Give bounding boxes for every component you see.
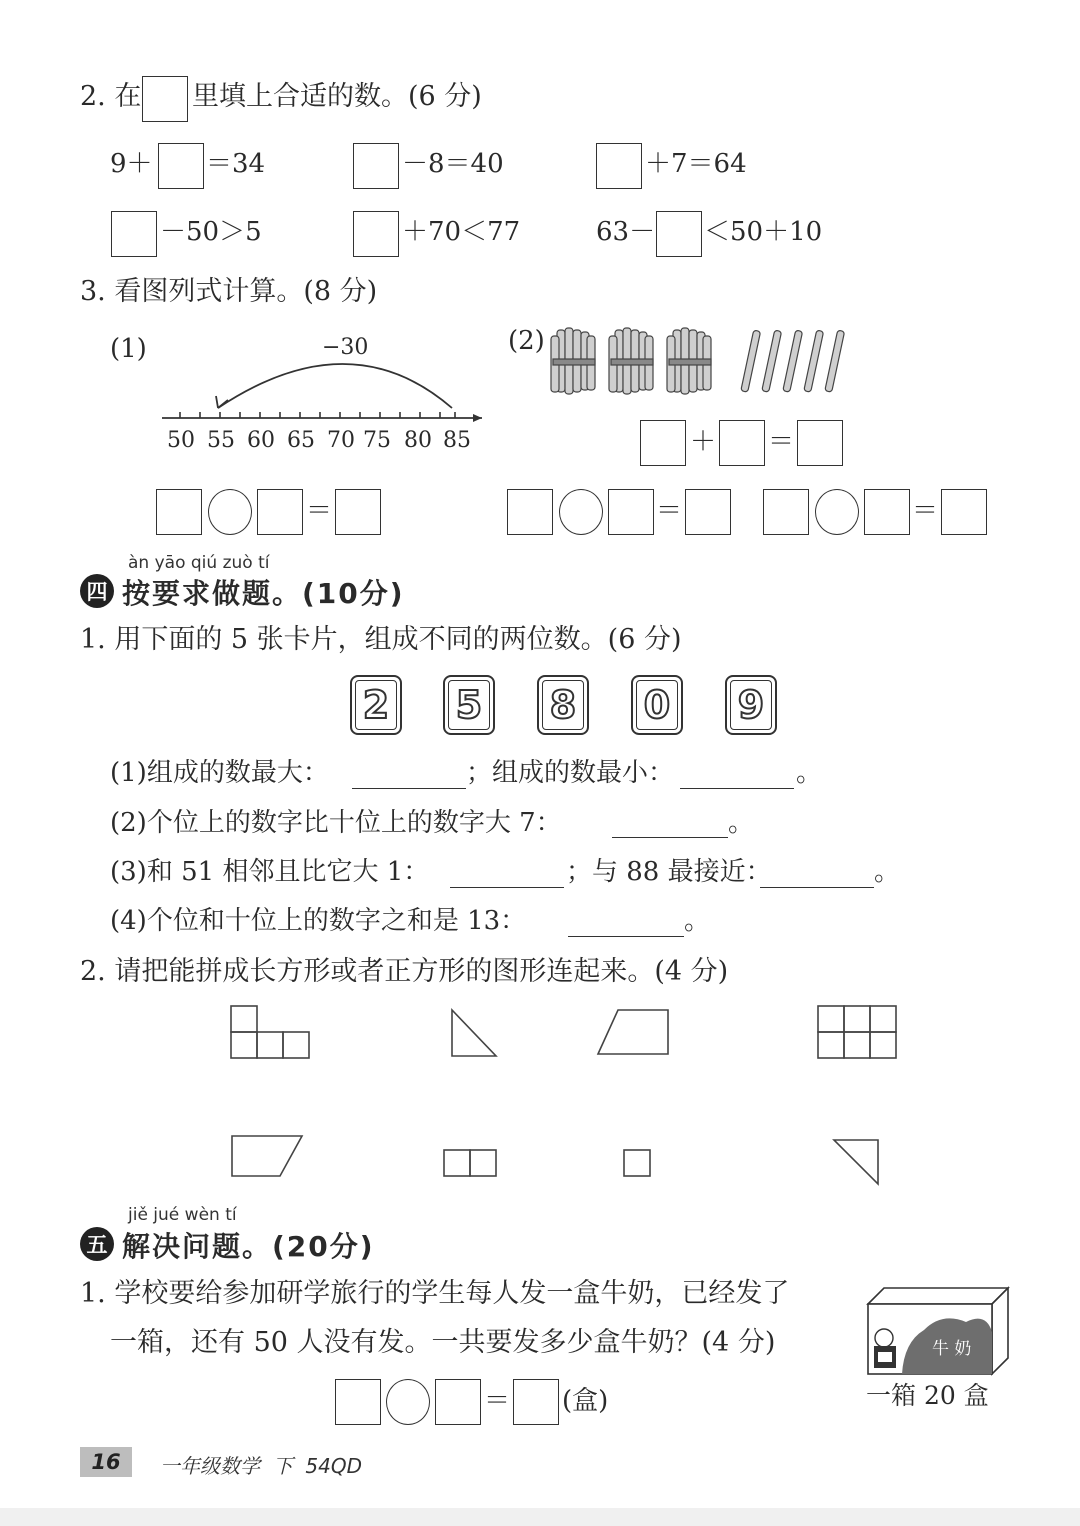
answer-box[interactable] xyxy=(507,489,553,535)
milk-box-caption: 一箱 20 盒 xyxy=(866,1381,989,1410)
q2-title-rest: 里填上合适的数。(6 分) xyxy=(192,81,482,112)
tick-label: 75 xyxy=(363,428,391,453)
equation-text: ＋7＝64 xyxy=(645,149,747,179)
punctuation: 。 xyxy=(796,758,823,788)
page-bottom-edge xyxy=(0,1508,1080,1526)
answer-box[interactable] xyxy=(640,420,686,466)
tick-label: 80 xyxy=(404,428,432,453)
page-number: 16 xyxy=(80,1447,132,1477)
part-label: (1) xyxy=(110,334,147,364)
punctuation: 。 xyxy=(684,906,711,936)
milk-box-image xyxy=(862,1282,1012,1378)
answer-box[interactable] xyxy=(435,1379,481,1425)
number-card: 0 xyxy=(631,675,683,735)
equation-text: 9＋ xyxy=(110,149,153,179)
arc-label: −30 xyxy=(322,335,369,360)
answer-blank[interactable] xyxy=(680,788,794,789)
section-title: 解决问题。(20分) xyxy=(122,1230,375,1263)
q2-title-start: 2. 在 xyxy=(80,81,142,112)
answer-box[interactable] xyxy=(353,211,399,257)
equals-sign: ＝ xyxy=(306,496,333,526)
tick-label: 70 xyxy=(327,428,355,453)
sub-question: ；组成的数最小： xyxy=(466,758,675,788)
tick-label: 65 xyxy=(287,428,315,453)
punctuation: 。 xyxy=(874,857,901,887)
answer-blank[interactable] xyxy=(612,837,728,838)
answer-box[interactable] xyxy=(158,143,204,189)
question-title: 1. 用下面的 5 张卡片，组成不同的两位数。(6 分) xyxy=(80,624,682,655)
equals-sign: ＝ xyxy=(484,1386,511,1416)
book-title: 一年级数学 下 54QD xyxy=(160,1454,363,1478)
number-card: 5 xyxy=(443,675,495,735)
equals-sign: ＝ xyxy=(656,496,683,526)
sub-question: ；与 88 最接近： xyxy=(566,857,772,887)
problem-text: 1. 学校要给参加研学旅行的学生每人发一盒牛奶，已经发了 xyxy=(80,1278,790,1309)
section-badge: 五 xyxy=(80,1227,114,1261)
tick-label: 55 xyxy=(207,428,235,453)
q3-title: 3. 看图列式计算。(8 分) xyxy=(80,276,378,307)
equation-text: 63－ xyxy=(596,217,656,247)
punctuation: 。 xyxy=(728,808,755,838)
answer-box[interactable] xyxy=(719,420,765,466)
equals-sign: ＝ xyxy=(912,496,939,526)
answer-box[interactable] xyxy=(156,489,202,535)
problem-text: 一箱，还有 50 人没有发。一共要发多少盒牛奶？(4 分) xyxy=(110,1327,776,1358)
sub-question: (4)个位和十位上的数字之和是 13： xyxy=(110,906,527,936)
sub-question: (3)和 51 相邻且比它大 1： xyxy=(110,857,430,887)
shapes-image xyxy=(220,1000,920,1195)
answer-box[interactable] xyxy=(257,489,303,535)
answer-blank[interactable] xyxy=(568,936,684,937)
answer-box[interactable] xyxy=(513,1379,559,1425)
equals-sign: ＝ xyxy=(768,427,795,457)
plus-sign: ＋ xyxy=(690,427,717,457)
milk-label: 牛 奶 xyxy=(932,1339,972,1359)
pinyin: jiě jué wèn tí xyxy=(128,1205,237,1225)
answer-box[interactable] xyxy=(656,211,702,257)
equation-text: －8＝40 xyxy=(402,149,504,179)
sub-question: (1)组成的数最大： xyxy=(110,758,329,788)
answer-box[interactable] xyxy=(335,489,381,535)
answer-blank[interactable] xyxy=(450,887,564,888)
operator-circle[interactable] xyxy=(386,1379,430,1425)
section-badge: 四 xyxy=(80,574,114,608)
equation-text: ＋70＜77 xyxy=(402,217,521,247)
equation-text: ＝34 xyxy=(206,149,266,179)
answer-box[interactable] xyxy=(685,489,731,535)
answer-box[interactable] xyxy=(111,211,157,257)
answer-blank[interactable] xyxy=(760,887,874,888)
answer-box[interactable] xyxy=(941,489,987,535)
answer-box[interactable] xyxy=(608,489,654,535)
number-card: 8 xyxy=(537,675,589,735)
sub-question: (2)个位上的数字比十位上的数字大 7： xyxy=(110,808,562,838)
answer-box[interactable] xyxy=(335,1379,381,1425)
operator-circle[interactable] xyxy=(559,489,603,535)
number-card: 2 xyxy=(350,675,402,735)
tick-label: 85 xyxy=(443,428,471,453)
operator-circle[interactable] xyxy=(208,489,252,535)
tick-label: 60 xyxy=(247,428,275,453)
operator-circle[interactable] xyxy=(815,489,859,535)
unit-label: (盒) xyxy=(562,1386,609,1416)
answer-blank[interactable] xyxy=(352,788,466,789)
answer-box[interactable] xyxy=(864,489,910,535)
answer-box[interactable] xyxy=(353,143,399,189)
question-title: 2. 请把能拼成长方形或者正方形的图形连起来。(4 分) xyxy=(80,956,729,987)
stick-bundles-image xyxy=(545,322,855,400)
tick-label: 50 xyxy=(167,428,195,453)
equation-text: －50＞5 xyxy=(160,217,262,247)
answer-box[interactable] xyxy=(763,489,809,535)
number-card: 9 xyxy=(725,675,777,735)
equation-text: ＜50＋10 xyxy=(704,217,823,247)
answer-box[interactable] xyxy=(797,420,843,466)
number-line xyxy=(150,350,490,430)
answer-box[interactable] xyxy=(142,76,188,122)
pinyin: àn yāo qiú zuò tí xyxy=(128,553,270,573)
section-title: 按要求做题。(10分) xyxy=(122,577,405,610)
answer-box[interactable] xyxy=(596,143,642,189)
part-label: (2) xyxy=(508,326,545,356)
